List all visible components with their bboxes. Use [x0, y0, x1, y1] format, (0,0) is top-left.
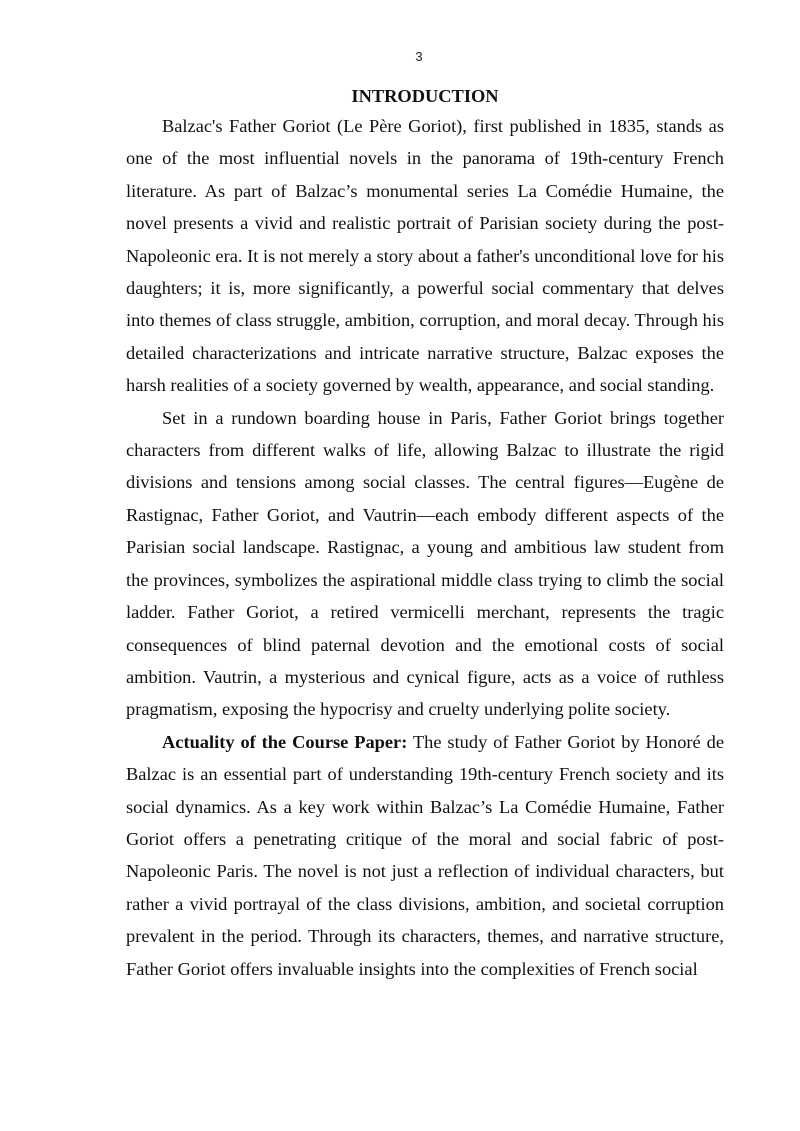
- paragraph-1-text: Balzac's Father Goriot (Le Père Goriot), first published in 1835, stands as one of the most influential novels in the panorama of 19th-century French literature. As part of Balzac’s monumental series La Comédie Humaine, the novel presents a vivid and realistic portrait of Parisian society during the post-Napoleonic era. It is not merely a story about a father's unconditional love for his daughters; it is, more significantly, a powerful social commentary that delves into themes of class struggle, ambition, corruption, and moral decay. Through his detailed characterizations and intricate narrative structure, Balzac exposes the harsh realities of a society governed by wealth, appearance, and social standing.: [126, 116, 724, 396]
- page-number: 3: [415, 49, 423, 64]
- paragraph-3: [126, 726, 724, 985]
- page-body: [126, 82, 724, 985]
- paragraph-3-text: The study of Father Goriot by Honoré de Balzac is an essential part of understanding 19th-century French society and its social dynamics. As a key work within Balzac’s La Comédie Humaine, Father Goriot offers a penetrating critique of the moral and social fabric of post-Napoleonic Paris. The novel is not just a reflection of individual characters, but rather a vivid portrayal of the class divisions, ambition, and societal corruption prevalent in the period. Through its characters, themes, and narrative structure, Father Goriot offers invaluable insights into the complexities of French social: [126, 731, 724, 979]
- section-heading: INTRODUCTION: [351, 86, 499, 106]
- paragraph-2-text: Set in a rundown boarding house in Paris, Father Goriot brings together characters from different walks of life, allowing Balzac to illustrate the rigid divisions and tensions among social classes. The central figures—Eugène de Rastignac, Father Goriot, and Vautrin—each embody different aspects of the Parisian social landscape. Rastignac, a young and ambitious law student from the provinces, symbolizes the aspirational middle class trying to climb the social ladder. Father Goriot, a retired vermicelli merchant, represents the tragic consequences of blind paternal devotion and the emotional costs of social ambition. Vautrin, a mysterious and cynical figure, acts as a voice of ruthless pragmatism, exposing the hypocrisy and cruelty underlying polite society.: [126, 407, 724, 720]
- paragraph-1: [126, 110, 724, 402]
- paragraph-2: [126, 402, 724, 726]
- paragraph-3-lead: Actuality of the Course Paper:: [162, 731, 408, 752]
